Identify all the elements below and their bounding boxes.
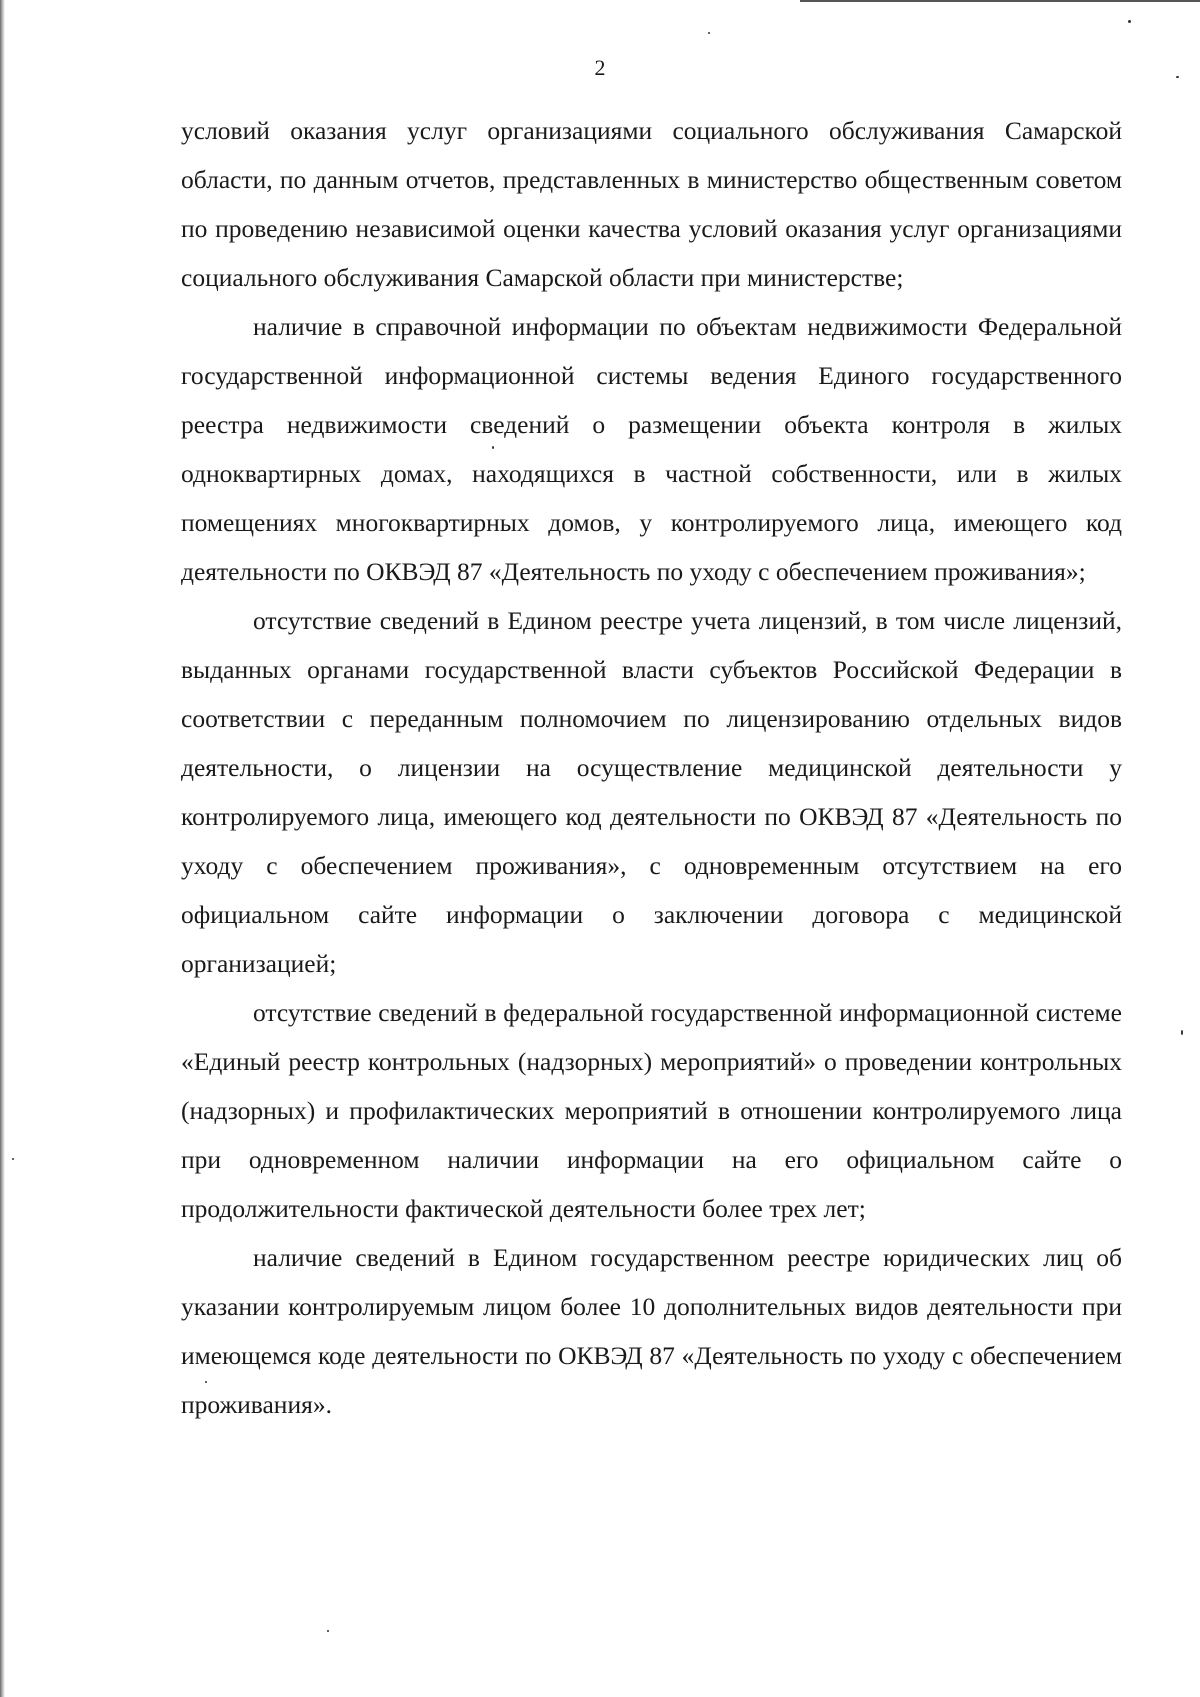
paragraph-continuation: условий оказания услуг организациями социального обслуживания Самарской области, по данным отчетов, представленных в министерство общественным советом по проведению независимой оценки качества условий оказания услуг организациями социального обслуживания Самарской области при министерстве; [181,116,1122,292]
scan-speck [708,32,710,34]
scan-speck [12,1158,14,1160]
scan-speck [1128,20,1131,23]
scan-top-line [800,0,1200,2]
document-body [181,106,1122,1429]
paragraph-legal-entities-registry: наличие сведений в Едином государственном реестре юридических лиц об указании контролируемым лицом более 10 дополнительных видов деятельности при имеющемся коде деятельности по ОКВЭД 87 «Деятельность по уходу с обеспечением проживания». [181,1243,1122,1419]
paragraph-control-measures-registry: отсутствие сведений в федеральной государственной информационной системе «Единый реестр контрольных (надзорных) мероприятий» о проведении контрольных (надзорных) и профилактических мероприятий в отношении контролируемого лица при одновременном наличии информации на его официальном сайте о продолжительности фактической деятельности более трех лет; [181,998,1122,1223]
scan-speck [1181,1030,1183,1035]
page-number: 2 [594,55,606,80]
scan-speck [327,1630,329,1632]
paragraph-license-registry: отсутствие сведений в Едином реестре учета лицензий, в том числе лицензий, выданных органами государственной власти субъектов Российской Федерации в соответствии с переданным полномочием по лицензированию отдельных видов деятельности, о лицензии на осуществление медицинской деятельности у контролируемого лица, имеющего код деятельности по ОКВЭД 87 «Деятельность по уходу с обеспечением проживания», с одновременным отсутствием на его официальном сайте информации о заключении договора с медицинской организацией; [181,606,1122,978]
paragraph-real-estate-registry: наличие в справочной информации по объектам недвижимости Федеральной государственной информационной системы ведения Единого государственного реестра недвижимости сведений о размещении объекта контроля в жилых одноквартирных домах, находящихся в частной собственности, или в жилых помещениях многоквартирных домов, у контролируемого лица, имеющего код деятельности по ОКВЭД 87 «Деятельность по уходу с обеспечением проживания»; [181,312,1122,586]
scan-edge-shadow [0,0,5,1697]
